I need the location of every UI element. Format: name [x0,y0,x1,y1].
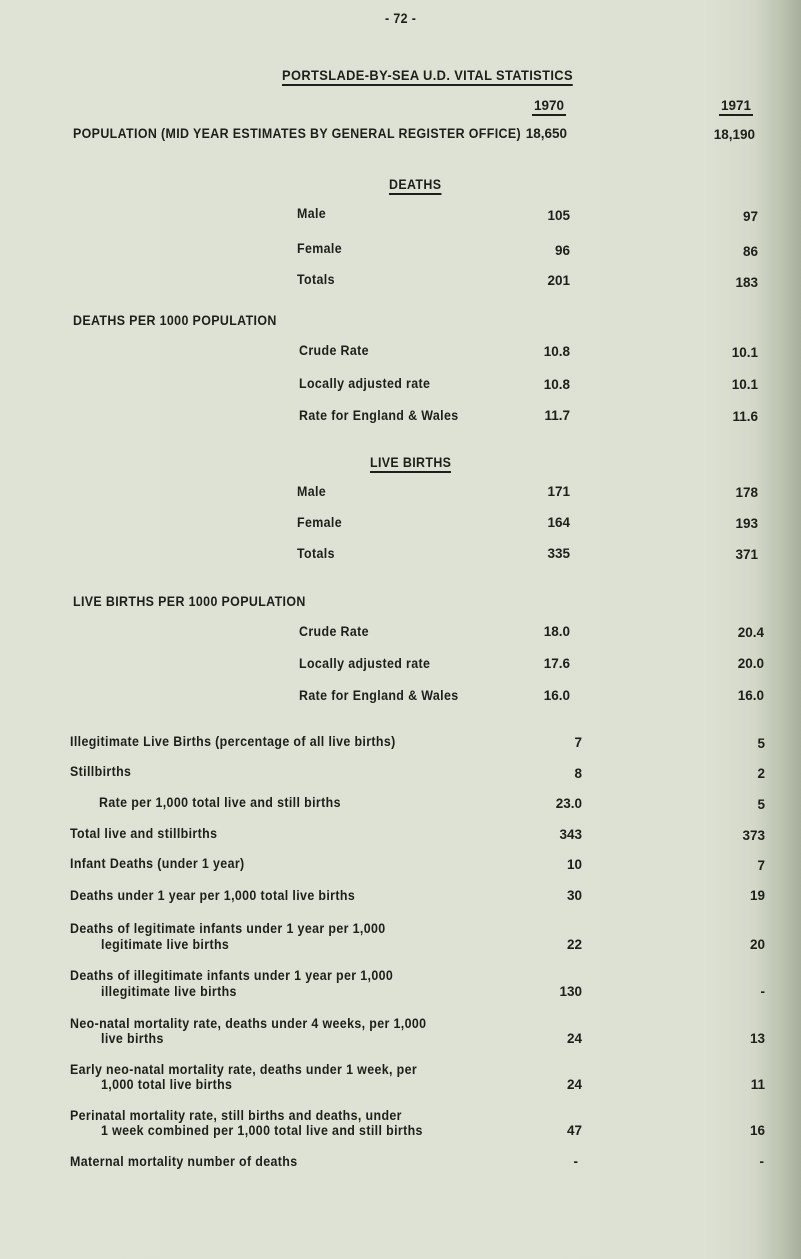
row-label-continuation: illegitimate live births [101,984,237,999]
value-1971: 2 [757,766,765,781]
value-1971: 183 [735,275,758,290]
row-label: Crude Rate [299,624,369,639]
value-1970: 22 [566,937,582,952]
value-1970: 10.8 [543,344,570,359]
value-1971: 11.6 [732,409,758,424]
value-1970: 11.7 [544,408,570,423]
row-label-continuation: live births [101,1031,164,1046]
value-1970: 18.0 [543,624,570,639]
value-1970: 105 [547,208,570,223]
row-label-continuation: 1,000 total live births [101,1077,233,1092]
value-1971: 16.0 [737,688,764,703]
row-label: Illegitimate Live Births (percentage of all live births) [70,734,396,749]
value-1970: 164 [547,515,570,530]
value-1970: 171 [547,484,570,499]
row-label: Deaths of illegitimate infants under 1 year per 1,000 [70,968,394,983]
row-label: Female [297,515,343,530]
population-1970: 18,650 [525,126,567,141]
row-label: Early neo-natal mortality rate, deaths under 1 week, per [70,1062,418,1077]
value-1971: 20.4 [737,625,764,640]
deaths-heading: DEATHS [389,177,441,195]
value-1970: 30 [566,888,582,903]
value-1970: 201 [547,273,570,288]
row-label: Deaths of legitimate infants under 1 year per 1,000 [70,921,386,936]
value-1970: - [573,1154,578,1169]
row-label: Rate for England & Wales [299,408,459,423]
value-1971: 5 [757,797,765,812]
row-label: Totals [297,272,335,287]
value-1971: 20 [749,937,765,952]
value-1971: 371 [735,547,758,562]
value-1970: 10 [566,857,582,872]
row-label: Rate per 1,000 total live and still births [99,795,341,810]
value-1970: 24 [566,1077,582,1092]
row-label: Totals [297,546,335,561]
page-number: - 72 - [385,11,417,26]
value-1970: 17.6 [543,656,570,671]
value-1970: 10.8 [543,377,570,392]
row-label: Stillbirths [70,764,132,779]
value-1970: 23.0 [555,796,582,811]
column-header-1971: 1971 [719,98,753,116]
row-label: Female [297,241,343,256]
value-1971: 193 [735,516,758,531]
value-1971: 13 [749,1031,765,1046]
value-1971: 86 [742,244,758,259]
value-1971: 11 [750,1077,765,1092]
value-1970: 47 [566,1123,582,1138]
value-1971: 7 [757,858,765,873]
value-1970: 130 [559,984,582,999]
row-label: Male [297,206,327,221]
value-1971: 373 [742,828,765,843]
value-1971: - [759,1154,764,1169]
row-label: Maternal mortality number of deaths [70,1154,298,1169]
live-births-heading: LIVE BIRTHS [370,455,451,473]
value-1971: 10.1 [731,345,758,360]
value-1971: 5 [757,736,765,751]
row-label: Total live and stillbirths [70,826,218,841]
value-1970: 8 [574,766,582,781]
row-label-continuation: 1 week combined per 1,000 total live and still births [101,1123,423,1138]
row-label: Locally adjusted rate [299,656,431,671]
value-1971: - [760,984,765,999]
column-header-1970: 1970 [532,98,566,116]
row-label-continuation: legitimate live births [101,937,230,952]
value-1971: 97 [742,209,758,224]
population-1971: 18,190 [713,127,755,142]
row-label: Perinatal mortality rate, still births and deaths, under [70,1108,402,1123]
population-label: POPULATION (MID YEAR ESTIMATES BY GENERAL REGISTER OFFICE) [73,126,522,141]
value-1971: 20.0 [737,656,764,671]
row-label: Rate for England & Wales [299,688,459,703]
row-label: Crude Rate [299,343,369,358]
value-1970: 16.0 [543,688,570,703]
live-births-per-1000-heading: LIVE BIRTHS PER 1000 POPULATION [73,594,306,609]
value-1971: 10.1 [731,377,758,392]
row-label: Locally adjusted rate [299,376,431,391]
row-label: Deaths under 1 year per 1,000 total live births [70,888,356,903]
document-title: PORTSLADE-BY-SEA U.D. VITAL STATISTICS [282,67,573,86]
value-1970: 7 [574,735,582,750]
value-1970: 24 [566,1031,582,1046]
value-1970: 335 [547,546,570,561]
value-1970: 96 [554,243,570,258]
deaths-per-1000-heading: DEATHS PER 1000 POPULATION [73,313,277,328]
row-label: Infant Deaths (under 1 year) [70,856,245,871]
value-1971: 178 [735,485,758,500]
row-label: Male [297,484,327,499]
value-1970: 343 [559,827,582,842]
value-1971: 19 [749,888,765,903]
row-label: Neo-natal mortality rate, deaths under 4 weeks, per 1,000 [70,1016,427,1031]
value-1971: 16 [749,1123,765,1138]
